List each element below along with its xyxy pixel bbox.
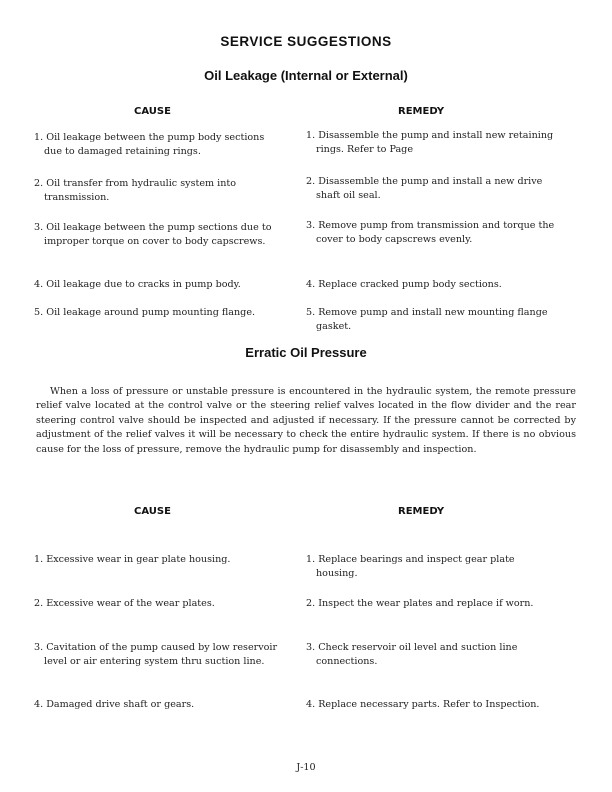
remedy-header: REMEDY bbox=[398, 106, 445, 117]
remedy-item: 2. Disassemble the pump and install a new drive shaft oil seal. bbox=[306, 176, 543, 201]
cause-item: 3. Cavitation of the pump caused by low reservoir level or air entering system thru suction line. bbox=[34, 642, 278, 667]
cause-item: 1. Oil leakage between the pump body sections due to damaged retaining rings. bbox=[34, 132, 265, 157]
remedy-item: 1. Replace bearings and inspect gear plate housing. bbox=[306, 554, 515, 579]
cause-header: CAUSE bbox=[134, 106, 171, 117]
section2-heading: Erratic Oil Pressure bbox=[245, 345, 367, 360]
remedy-item: 1. Disassemble the pump and install new retaining rings. Refer to Page bbox=[306, 130, 554, 155]
cause-item: 4. Oil leakage due to cracks in pump body. bbox=[34, 279, 241, 290]
remedy-item: 3. Remove pump from transmission and torque the cover to body capscrews evenly. bbox=[306, 220, 555, 245]
page-number: J-10 bbox=[296, 762, 316, 773]
remedy-header: REMEDY bbox=[398, 506, 445, 517]
cause-item: 2. Oil transfer from hydraulic system into transmission. bbox=[34, 178, 237, 203]
remedy-item: 4. Replace necessary parts. Refer to Inspection. bbox=[306, 699, 540, 710]
cause-item: 3. Oil leakage between the pump sections due to improper torque on cover to body capscrews. bbox=[34, 222, 272, 247]
remedy-item: 3. Check reservoir oil level and suction line connections. bbox=[306, 642, 518, 667]
section1-heading: Oil Leakage (Internal or External) bbox=[204, 68, 408, 83]
cause-item: 2. Excessive wear of the wear plates. bbox=[34, 598, 215, 609]
cause-item: 4. Damaged drive shaft or gears. bbox=[34, 699, 195, 710]
page-title: SERVICE SUGGESTIONS bbox=[220, 34, 392, 49]
cause-item: 1. Excessive wear in gear plate housing. bbox=[34, 554, 231, 565]
remedy-item: 5. Remove pump and install new mounting flange gasket. bbox=[306, 307, 548, 332]
remedy-item: 2. Inspect the wear plates and replace if worn. bbox=[306, 598, 534, 609]
section2-paragraph: When a loss of pressure or unstable pressure is encountered in the hydraulic system, the remote pressure relief valve located at the control valve or the steering relief valves located in the flow divider and the rear steering control valve should be inspected and adjusted if necessary. If the pressure cannot be corrected by adjustment of the relief valves it will be necessary to check the entire hydraulic system. If there is no obvious cause for the loss of pressure, remove the hydraulic pump for disassembly and inspection. bbox=[36, 386, 576, 455]
remedy-item: 4. Replace cracked pump body sections. bbox=[306, 279, 502, 290]
cause-header: CAUSE bbox=[134, 506, 171, 517]
cause-item: 5. Oil leakage around pump mounting flange. bbox=[34, 307, 256, 318]
